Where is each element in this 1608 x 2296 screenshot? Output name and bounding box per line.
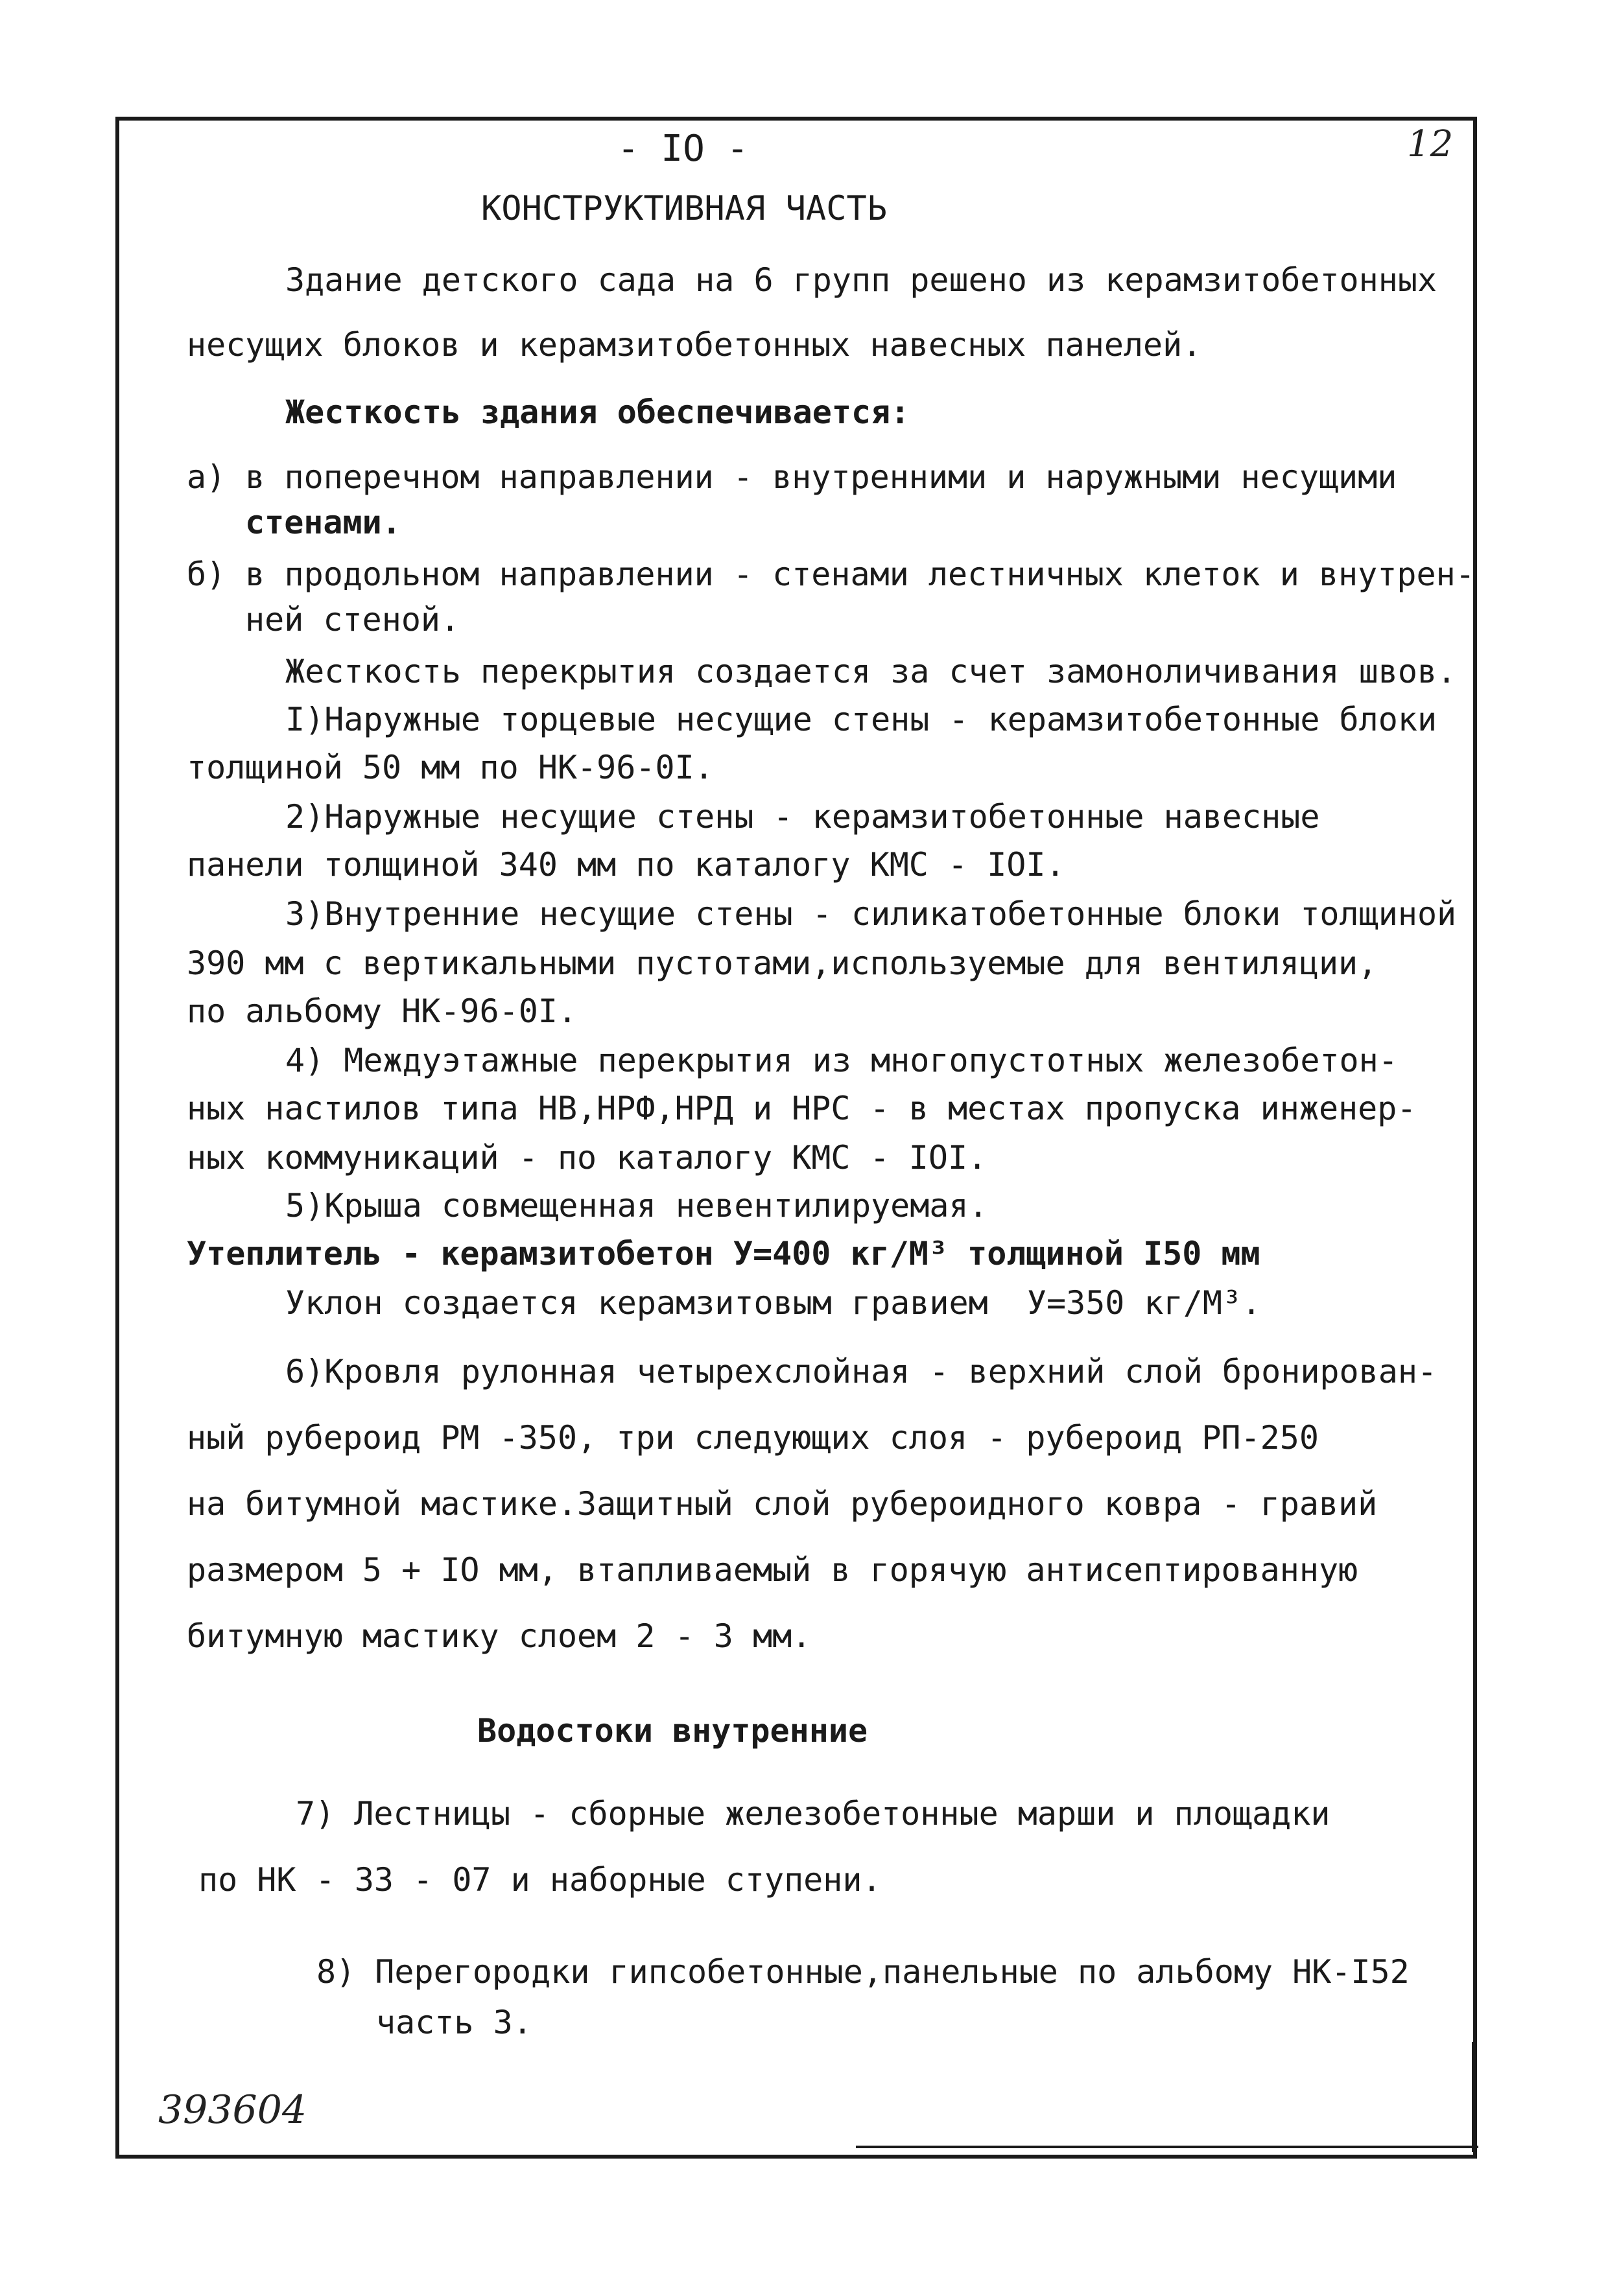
body-line: 7) Лестницы - сборные железобетонные марши и площадки — [296, 1795, 1330, 1833]
body-line: Утеплитель - керамзитобетон У=400 кг/М³ толщиной I50 мм — [187, 1235, 1260, 1272]
right-edge-mark — [1472, 2042, 1475, 2152]
body-line: по НК - 33 - 07 и наборные ступени. — [198, 1861, 882, 1899]
inventory-number: 393604 — [158, 2087, 307, 2133]
body-line: 2)Наружные несущие стены - керамзитобетонные навесные — [285, 798, 1320, 836]
body-line: 4) Междуэтажные перекрытия из многопустотных железобетон- — [285, 1042, 1398, 1079]
body-line: 6)Кровля рулонная четырехслойная - верхний слой бронирован- — [285, 1353, 1437, 1390]
body-line: 3)Внутренние несущие стены - силикатобетонные блоки толщиной — [285, 895, 1457, 933]
body-line: а) в поперечном направлении - внутренними и наружными несущими — [187, 458, 1397, 496]
body-line: размером 5 + IO мм, втапливаемый в горячую антисептированную — [187, 1551, 1358, 1589]
body-line: на битумной мастике.Защитный слой рубероидного ковра - гравий — [187, 1485, 1378, 1523]
body-line: Здание детского сада на 6 групп решено из керамзитобетонных — [285, 261, 1437, 299]
body-line: битумную мастику слоем 2 - 3 мм. — [187, 1617, 812, 1655]
body-line: ный рубероид РМ -350, три следующих слоя - рубероид РП-250 — [187, 1419, 1319, 1457]
body-line: по альбому НК-96-0I. — [187, 992, 578, 1030]
section-heading: Водостоки внутренние — [477, 1712, 868, 1750]
body-line: 5)Крыша совмещенная невентилируемая. — [285, 1187, 988, 1224]
page-title: КОНСТРУКТИВНАЯ ЧАСТЬ — [481, 189, 888, 228]
body-line: Жесткость перекрытия создается за счет замоноличивания швов. — [285, 653, 1457, 690]
bottom-edge-mark — [856, 2146, 1478, 2148]
page-number: - IO - — [617, 128, 749, 170]
body-line: 390 мм с вертикальными пустотами,используемые для вентиляции, — [187, 944, 1378, 982]
body-line: 8) Перегородки гипсобетонные,панельные по альбому НК-I52 — [316, 1953, 1410, 1991]
body-line: I)Наружные торцевые несущие стены - керамзитобетонные блоки — [285, 701, 1437, 738]
body-line: панели толщиной 340 мм по каталогу КМС - IOI. — [187, 846, 1065, 884]
body-line: стенами. — [245, 504, 401, 541]
body-line: несущих блоков и керамзитобетонных навесных панелей. — [187, 326, 1202, 364]
body-line: ней стеной. — [245, 601, 460, 638]
body-line: Уклон создается керамзитовым гравием У=350 кг/М³. — [285, 1284, 1262, 1322]
body-line: ных коммуникаций - по каталогу КМС - IOI. — [187, 1139, 987, 1177]
sheet-number: 12 — [1407, 123, 1454, 165]
body-line: часть 3. — [376, 2004, 532, 2041]
body-line: Жесткость здания обеспечивается: — [285, 393, 910, 431]
body-line: ных настилов типа НВ,НРФ,НРД и НРС - в местах пропуска инженер- — [187, 1090, 1417, 1127]
body-line: б) в продольном направлении - стенами лестничных клеток и внутрен- — [187, 556, 1475, 593]
body-line: толщиной 50 мм по НК-96-0I. — [187, 749, 714, 786]
